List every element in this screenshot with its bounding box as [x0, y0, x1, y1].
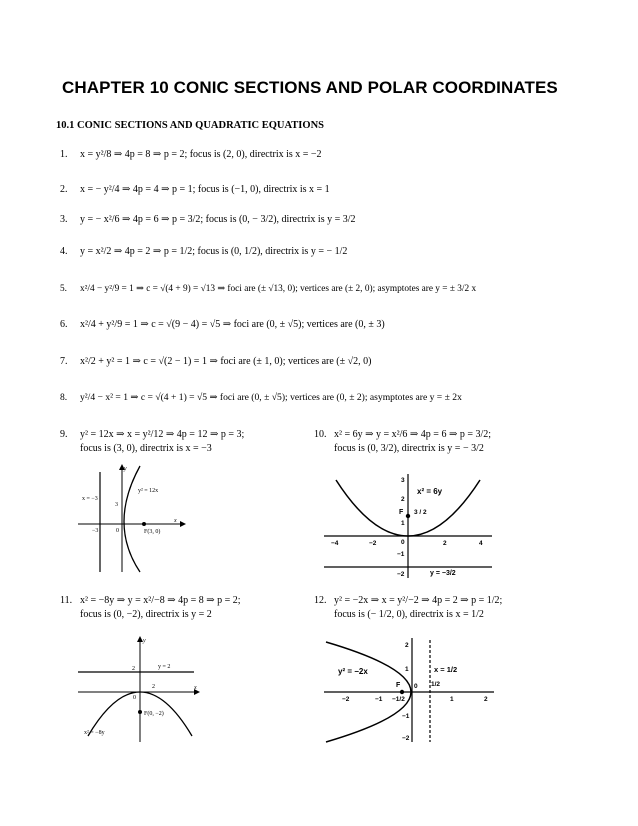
- problem-text-line2: focus is (− 1/2, 0), directrix is x = 1/2: [334, 609, 484, 620]
- problem-text: x²/2 + y² = 1 ⇒ c = √(2 − 1) = 1 ⇒ foci are (± 1, 0); vertices are (± √2, 0): [80, 356, 372, 367]
- problem-number: 1.: [60, 149, 68, 160]
- x-tick-label: 2: [152, 684, 155, 690]
- curve-label: x² = −8y: [84, 730, 105, 736]
- problem-text: x = y²/8 ⇒ 4p = 8 ⇒ p = 2; focus is (2, 0), directrix is x = −2: [80, 149, 322, 160]
- focus-point: [138, 710, 142, 714]
- problem-4: [60, 245, 347, 259]
- problem-text: x² = 6y ⇒ y = x²/6 ⇒ 4p = 6 ⇒ p = 3/2;: [334, 429, 492, 440]
- origin-label: 0: [401, 539, 405, 546]
- y-tick: −1: [402, 713, 410, 720]
- curve-label: y² = 12x: [138, 488, 159, 494]
- problem-5: [60, 282, 476, 296]
- problem-number: 3.: [60, 214, 68, 225]
- problem-number: 2.: [60, 184, 68, 195]
- x-axis-label: x: [194, 685, 197, 691]
- x-tick: −2: [342, 696, 350, 703]
- x-tick: 1: [450, 696, 454, 703]
- problem-number: 10.: [314, 429, 327, 440]
- problem-text-line2: focus is (3, 0), directrix is x = −3: [80, 443, 212, 454]
- y-axis-label: y: [124, 466, 127, 472]
- problem-text: y² = 12x ⇒ x = y²/12 ⇒ 4p = 12 ⇒ p = 3;: [80, 429, 245, 440]
- origin-label: 0: [116, 528, 119, 534]
- problem-text: y²/4 − x² = 1 ⇒ c = √(4 + 1) = √5 ⇒ foci are (0, ± √5); vertices are (0, ± 2); asymptotes are y = ± 2x: [80, 392, 462, 403]
- x-tick: 2: [443, 540, 447, 547]
- problem-text-line2: focus is (0, 3/2), directrix is y = − 3/2: [334, 443, 484, 454]
- y-axis-label: y: [143, 638, 146, 644]
- problem-11: [60, 594, 241, 622]
- y-tick: 3: [401, 477, 405, 484]
- half-label: 1/2: [431, 681, 441, 688]
- problem-text: x²/4 − y²/9 = 1 ⇒ c = √(4 + 9) = √13 ⇒ foci are (± √13, 0); vertices are (± 2, 0); asymptotes are y = ± 3/2 x: [80, 284, 477, 294]
- problem-10: [314, 428, 491, 456]
- x-tick-label: −3: [92, 528, 99, 534]
- y-tick: −2: [402, 735, 410, 742]
- problem-8: [60, 391, 462, 405]
- section-title: 10.1 CONIC SECTIONS AND QUADRATIC EQUATIONS: [56, 120, 324, 131]
- neg-half-label: −1/2: [392, 696, 405, 703]
- x-tick: −2: [369, 540, 377, 547]
- focus-letter: F: [396, 682, 401, 689]
- focus-letter: F: [399, 509, 404, 516]
- parabola-curve: [124, 466, 140, 572]
- chapter-title: CHAPTER 10 CONIC SECTIONS AND POLAR COORDINATES: [62, 78, 558, 97]
- problem-number: 7.: [60, 356, 68, 367]
- problem-number: 11.: [60, 595, 73, 606]
- problem-text: x = − y²/4 ⇒ 4p = 4 ⇒ p = 1; focus is (−1, 0), directrix is x = 1: [80, 184, 330, 195]
- focus-point: [406, 514, 410, 518]
- graph-10: [322, 470, 497, 580]
- focus-label: F(0, −2): [144, 711, 164, 717]
- directrix-label: y = 2: [158, 664, 171, 670]
- problem-number: 5.: [60, 284, 67, 294]
- y-tick: −1: [397, 551, 405, 558]
- graph-9: [78, 464, 188, 574]
- directrix-label: x = 1/2: [434, 665, 458, 674]
- curve-label: x² = 6y: [417, 487, 443, 496]
- problem-text: y = x²/2 ⇒ 4p = 2 ⇒ p = 1/2; focus is (0, 1/2), directrix is y = − 1/2: [80, 246, 348, 257]
- origin-label: 0: [414, 683, 418, 690]
- problem-text-line2: focus is (0, −2), directrix is y = 2: [80, 609, 212, 620]
- x-axis-label: x: [174, 518, 177, 524]
- curve-label: y² = −2x: [338, 667, 368, 676]
- x-axis-arrow: [180, 521, 186, 527]
- y-tick: 2: [401, 496, 405, 503]
- y-tick: 2: [405, 642, 409, 649]
- problem-9: [60, 428, 244, 456]
- problem-text: y² = −2x ⇒ x = y²/−2 ⇒ 4p = 2 ⇒ p = 1/2;: [334, 595, 503, 606]
- problem-text: x² = −8y ⇒ y = x²/−8 ⇒ 4p = 8 ⇒ p = 2;: [80, 595, 241, 606]
- y-tick-label: 3: [115, 502, 118, 508]
- problem-number: 6.: [60, 319, 68, 330]
- focus-value: 3 / 2: [414, 509, 427, 516]
- problem-number: 8.: [60, 392, 68, 403]
- origin-label: 0: [133, 695, 136, 701]
- problem-number: 4.: [60, 246, 68, 257]
- y-tick: −2: [397, 571, 405, 578]
- problem-3: [60, 213, 356, 227]
- focus-point: [400, 690, 404, 694]
- problem-text: y = − x²/6 ⇒ 4p = 6 ⇒ p = 3/2; focus is (0, − 3/2), directrix is y = 3/2: [80, 214, 356, 225]
- problem-number: 9.: [60, 429, 68, 440]
- x-tick: 2: [484, 696, 488, 703]
- x-tick: −1: [375, 696, 383, 703]
- graph-12: [322, 634, 497, 746]
- focus-point: [142, 522, 146, 526]
- y-tick-label: 2: [132, 666, 135, 672]
- problem-7: [60, 355, 371, 369]
- directrix-label: y = −3/2: [430, 570, 456, 577]
- directrix-label: x = −3: [82, 496, 98, 502]
- x-tick: 4: [479, 540, 483, 547]
- problem-12: [314, 594, 502, 622]
- problem-text: x²/4 + y²/9 = 1 ⇒ c = √(9 − 4) = √5 ⇒ foci are (0, ± √5); vertices are (0, ± 3): [80, 319, 385, 330]
- problem-2: [60, 183, 330, 197]
- problem-6: [60, 318, 385, 332]
- y-tick: 1: [401, 520, 405, 527]
- focus-label: F(3, 0): [144, 529, 161, 535]
- x-tick: −4: [331, 540, 339, 547]
- graph-11: [78, 634, 203, 744]
- y-tick: 1: [405, 666, 409, 673]
- problem-1: [60, 148, 322, 162]
- problem-number: 12.: [314, 595, 327, 606]
